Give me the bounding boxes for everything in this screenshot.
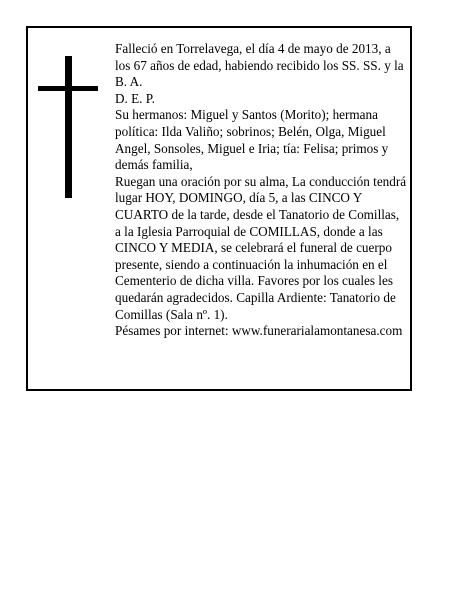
death-announcement: Falleció en Torrelavega, el día 4 de mayo de 2013, a los 67 años de edad, habiendo recibido los SS. SS. y la B. A. xyxy=(115,41,404,90)
cross-horizontal-bar xyxy=(38,86,98,91)
funeral-details: Ruegan una oración por su alma, La conducción tendrá lugar HOY, DOMINGO, día 5, a las CINCO Y CUARTO de la tarde, desde el Tanatorio de Comillas, a la Iglesia Parroquial de COMILLAS, donde a las CINCO Y MEDIA, se celebrará el funeral de cuerpo presente, siendo a continuación la inhumación en el Cementerio de dicha villa. Favores por los cuales les quedarán agradecidos. Capilla Ardiente: Tanatorio de Comillas (Sala nº. 1). xyxy=(115,173,407,322)
death-notice xyxy=(26,26,412,391)
cross-icon xyxy=(38,56,98,198)
rest-in-peace: D. E. P. xyxy=(115,90,155,106)
family-list: Su hermanos: Miguel y Santos (Morito); hermana política: Ilda Valiño; sobrinos; Belén, Olga, Miguel Angel, Sonsoles, Miguel e Iria; tía: Felisa; primos y demás familia, xyxy=(115,107,389,173)
notice-text xyxy=(115,41,407,340)
condolences-link: Pésames por internet: www.funerarialamontanesa.com xyxy=(115,323,403,339)
cross-vertical-bar xyxy=(65,56,72,198)
